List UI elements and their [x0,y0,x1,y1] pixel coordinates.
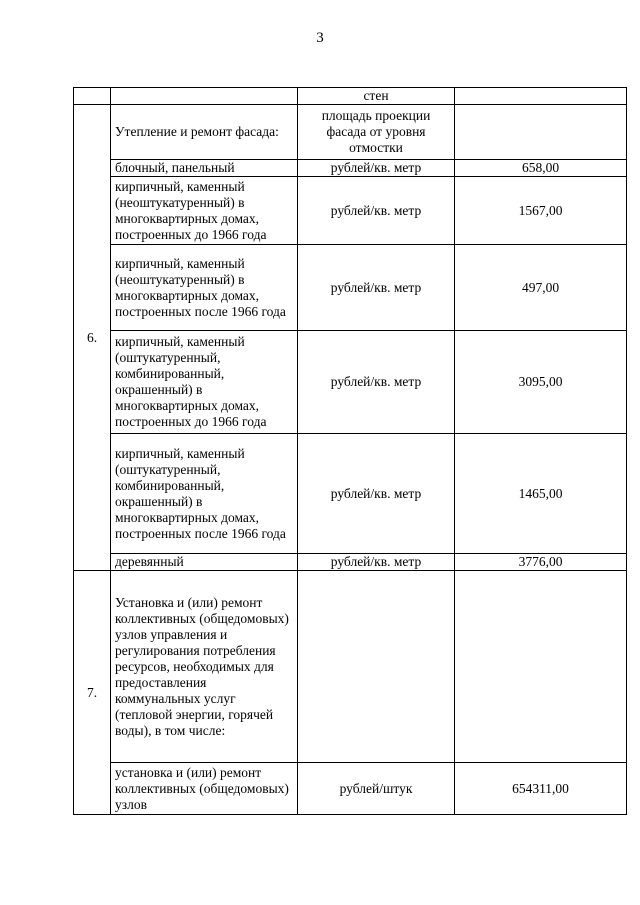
desc-cell: установка и (или) ремонт коллективных (общедомовых) узлов [111,763,298,815]
price-cell: 1465,00 [455,434,627,554]
unit-cell: рублей/кв. метр [298,177,455,245]
unit-cell: площадь проекции фасада от уровня отмостки [298,105,455,160]
price-cell: 497,00 [455,245,627,331]
section-number: 7. [74,571,111,815]
price-cell: 3095,00 [455,331,627,434]
unit-cell: рублей/кв. метр [298,331,455,434]
table-row [74,105,627,160]
section-heading: Утепление и ремонт фасада: [111,105,298,160]
unit-cell: рублей/кв. метр [298,434,455,554]
desc-cell: кирпичный, каменный (оштукатуренный, комбинированный, окрашенный) в многоквартирных домах, построенных до 1966 года [111,331,298,434]
price-cell: 3776,00 [455,554,627,571]
table-cell [455,88,627,105]
table-row [74,177,627,245]
unit-cell: рублей/кв. метр [298,160,455,177]
table-row [74,245,627,331]
table-cell [455,571,627,763]
unit-cell: рублей/кв. метр [298,554,455,571]
tariff-table [73,87,627,815]
price-cell: 1567,00 [455,177,627,245]
table-row [74,160,627,177]
desc-cell: блочный, панельный [111,160,298,177]
table-row [74,88,627,105]
desc-cell: кирпичный, каменный (неоштукатуренный) в многоквартирных домах, построенных после 1966 года [111,245,298,331]
table-row [74,763,627,815]
unit-cell: рублей/штук [298,763,455,815]
table-cell [455,105,627,160]
table-row [74,434,627,554]
page-number: 3 [316,30,324,46]
unit-cell: рублей/кв. метр [298,245,455,331]
price-cell: 654311,00 [455,763,627,815]
section-number: 6. [74,105,111,571]
table-cell [74,88,111,105]
table-cell [298,571,455,763]
table-row [74,331,627,434]
table-row [74,554,627,571]
desc-cell: кирпичный, каменный (оштукатуренный, комбинированный, окрашенный) в многоквартирных домах, построенных после 1966 года [111,434,298,554]
price-cell: 658,00 [455,160,627,177]
desc-cell: деревянный [111,554,298,571]
section-heading: Установка и (или) ремонт коллективных (общедомовых) узлов управления и регулирования потребления ресурсов, необходимых для предоставления коммунальных услуг (тепловой энергии, горячей воды), в том числе: [111,571,298,763]
table-cell [111,88,298,105]
unit-cell: стен [298,88,455,105]
desc-cell: кирпичный, каменный (неоштукатуренный) в многоквартирных домах, построенных до 1966 года [111,177,298,245]
table-row [74,571,627,763]
